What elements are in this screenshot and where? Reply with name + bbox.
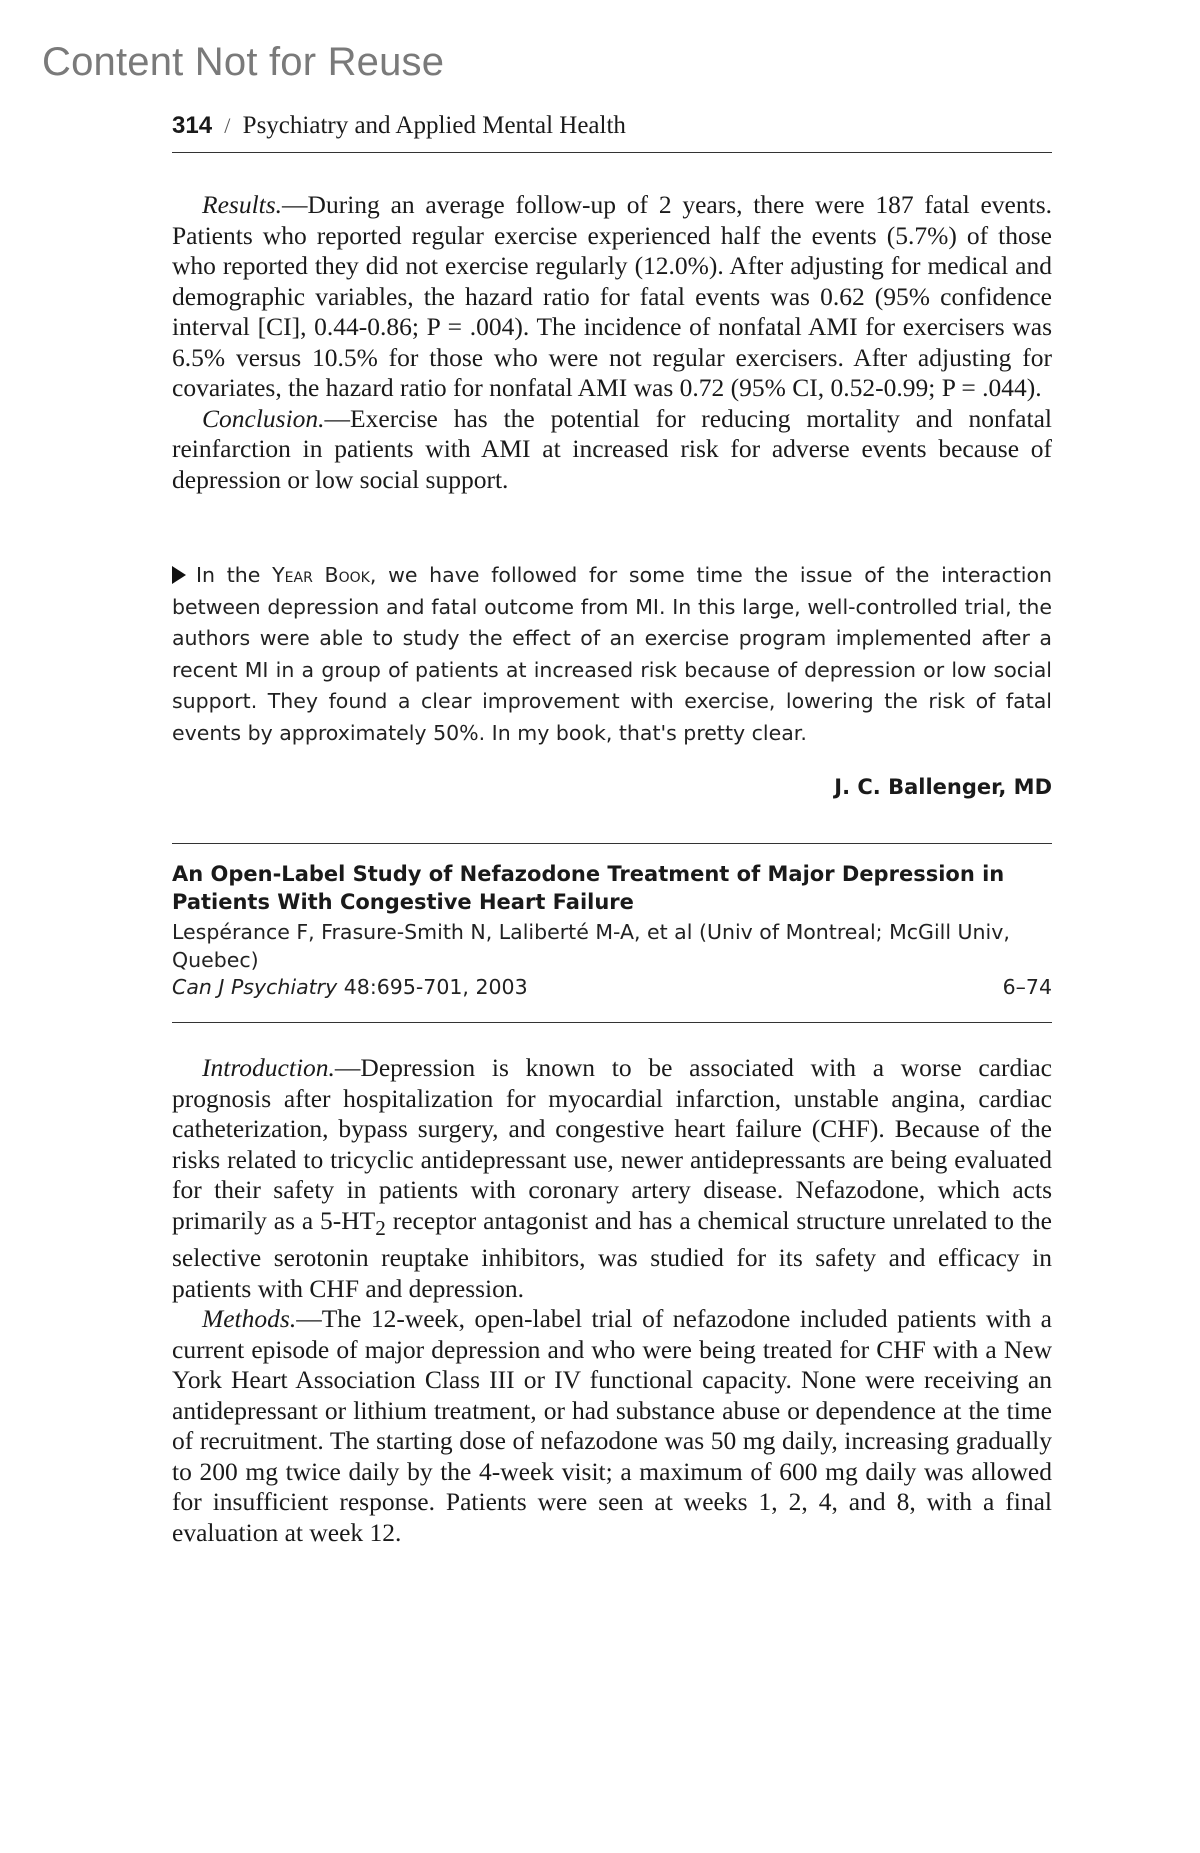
conclusion-label: Conclusion. [202,403,325,433]
results-label: Results. [202,190,283,219]
methods-paragraph [172,1304,1052,1548]
introduction-text-2: receptor antagonist and has a chemical structure unrelated to the selective serotonin reuptake inhibitors, was studied for its safety and efficacy in patients with CHF and depression. [172,1205,1053,1303]
results-paragraph [172,190,1052,404]
commentary-signature: J. C. Ballenger, MD [834,775,1052,799]
running-head-separator: / [224,113,231,138]
journal-name: Can J Psychiatry [172,975,338,999]
article-authors: Lespérance F, Frasure-Smith N, Laliberté M-A, et al (Univ of Montreal; McGill Univ, Quebec) [172,920,1010,972]
commentary-text-start: In the [196,563,273,587]
article-citation [172,975,1052,1005]
introduction-subscript: 2 [375,1215,386,1240]
conclusion-paragraph [172,404,1052,496]
triangle-bullet-icon [172,566,186,584]
journal-volume-pages: 48:695-701, 2003 [337,975,528,999]
article-bottom-rule [172,1022,1052,1023]
article-abstract [172,1053,1052,1548]
results-text: —During an average follow-up of 2 years, there were 187 fatal events. Patients who reported regular exercise experienced half the events (5.7%) of those who reported they did not exercise regularly (12.0%). After adjusting for medical and demographic variables, the hazard ratio for fatal events was 0.62 (95% confidence interval [CI], 0.44-0.86; P = .004). The incidence of nonfatal AMI for exercisers was 6.5% versus 10.5% for those who were not regular exercisers. After adjusting for covariates, the hazard ratio for nonfatal AMI was 0.72 (95% CI, 0.52-0.99; P = .044). [172,190,1052,402]
conclusion-text: —Exercise has the potential for reducing mortality and nonfatal reinfarction in patients with AMI at increased risk for adverse events because of depression or low social support. [172,403,1052,494]
abstract-results-conclusion [172,190,1052,495]
year-book-label: Year Book [272,563,370,587]
article-title: An Open-Label Study of Nefazodone Treatment of Major Depression in Patients With Congestive Heart Failure [172,862,1005,914]
running-head [172,112,1052,153]
introduction-label: Introduction. [202,1053,335,1082]
article-top-rule [172,843,1052,844]
page-number: 314 [172,112,213,139]
methods-text: —The 12-week, open-label trial of nefazodone included patients with a current episode of major depression and who were being treated for CHF with a New York Heart Association Class III or IV functional capacity. None were receiving an antidepressant or lithium treatment, or had substance abuse or dependence at the time of recruitment. The starting dose of nefazodone was 50 mg daily, increasing gradually to 200 mg twice daily by the 4-week visit; a maximum of 600 mg daily was allowed for insufficient response. Patients were seen at weeks 1, 2, 4, and 8, with a final evaluation at week 12. [172,1304,1052,1547]
commentary-text-rest: , we have followed for some time the issue of the interaction between depression and fatal outcome from MI. In this large, well-controlled trial, the authors were able to study the effect of an exercise program implemented after a recent MI in a group of patients at increased risk because of depression or low social support. They found a clear improvement with exercise, lowering the risk of fatal events by approximately 50%. In my book, that's pretty clear. [172,563,1052,745]
book-title: Psychiatry and Applied Mental Health [242,112,626,139]
introduction-text-1: —Depression is known to be associated with a worse cardiac prognosis after hospitalization for myocardial infarction, unstable angina, cardiac catheterization, bypass surgery, and congestive heart failure (CHF). Because of the risks related to tricyclic antidepressant use, newer antidepressants are being evaluated for their safety in patients with coronary artery disease. Nefazodone, which acts primarily as a 5-HT [172,1053,1052,1235]
watermark-text: Content Not for Reuse [42,40,445,84]
introduction-paragraph [172,1053,1052,1304]
editor-commentary [172,560,1052,749]
article-code: 6–74 [1002,975,1052,999]
methods-label: Methods. [202,1304,297,1334]
